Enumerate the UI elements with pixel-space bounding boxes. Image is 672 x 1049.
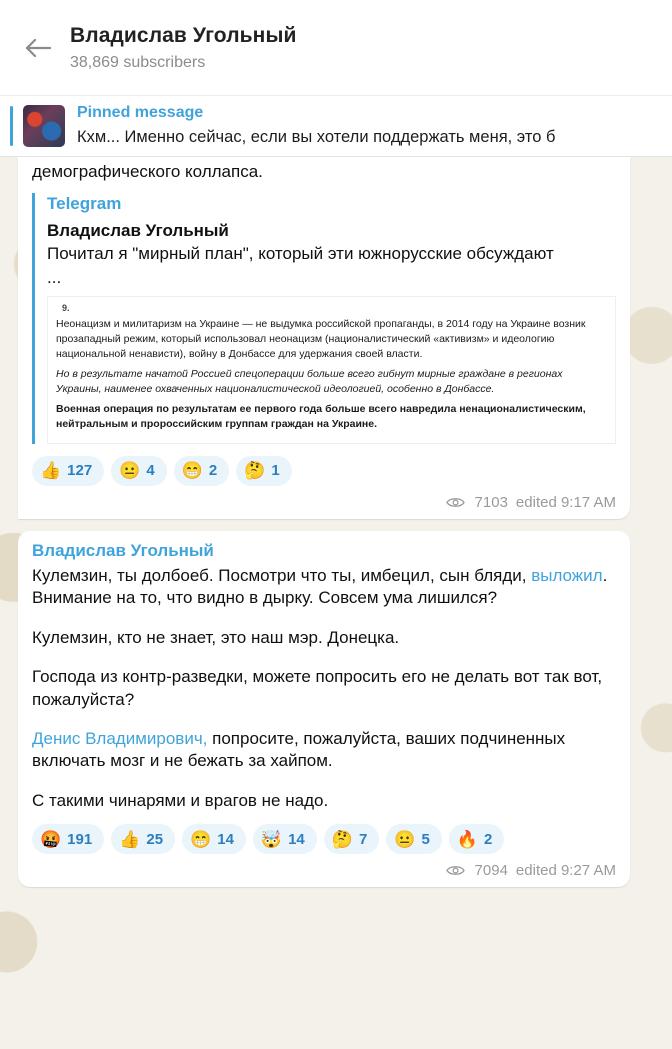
- reaction-emoji: 🤬: [40, 829, 62, 849]
- message-paragraph: [32, 565, 616, 610]
- reaction-chip[interactable]: [324, 824, 380, 854]
- pinned-thumbnail: [23, 105, 65, 147]
- embed-paragraph: Военная операция по результатам ее первого года больше всего навредила ненационалистическим, нейтральным и пророссийским группам граждан на Украине.: [56, 403, 586, 430]
- reaction-count: 127: [67, 462, 93, 480]
- eye-icon: [446, 496, 465, 509]
- pinned-preview-text: Кхм... Именно сейчас, если вы хотели поддержать меня, это б: [77, 128, 556, 147]
- reaction-chip[interactable]: [386, 824, 442, 854]
- reaction-chip[interactable]: [174, 456, 230, 486]
- paragraph-run: Кулемзин, ты долбоеб. Посмотри что ты, имбецил, сын бляди,: [32, 565, 532, 585]
- reaction-count: 191: [67, 830, 93, 848]
- reaction-count: 14: [288, 830, 305, 848]
- reaction-emoji: 😐: [119, 461, 141, 481]
- reaction-count: 1: [271, 462, 280, 480]
- embed-item-number: 9.: [62, 303, 70, 314]
- back-arrow-icon[interactable]: [16, 26, 60, 70]
- paragraph-run: С такими чинарями и врагов не надо.: [32, 790, 329, 810]
- message-bubble[interactable]: [18, 157, 630, 519]
- reaction-count: 7: [358, 830, 368, 848]
- reaction-emoji: 😁: [181, 461, 203, 481]
- reaction-chip[interactable]: [111, 824, 175, 854]
- paragraph-run: попросите, пожалуйста, ваших подчиненных включать мозг и не бежать за хайпом.: [32, 729, 566, 771]
- reaction-emoji: 🔥: [456, 829, 478, 849]
- message-bubble[interactable]: [18, 531, 630, 888]
- reaction-emoji: 😁: [190, 829, 212, 849]
- paragraph-run: . Внимание на то, что видно в дырку. Совсем ума лишился?: [32, 565, 608, 608]
- reaction-emoji: 🤔: [331, 829, 353, 849]
- reaction-emoji: 🤔: [244, 461, 266, 481]
- reaction-chip[interactable]: [236, 456, 292, 486]
- message-timestamp: edited 9:27 AM: [515, 862, 616, 880]
- header-text-group[interactable]: [70, 23, 296, 72]
- reaction-count: 25: [146, 830, 164, 848]
- pin-marker: [10, 106, 13, 146]
- eye-icon: [446, 864, 465, 877]
- reaction-bar: [32, 824, 616, 854]
- message-paragraph: [32, 627, 616, 649]
- pinned-message-bar[interactable]: [0, 95, 672, 157]
- reaction-chip[interactable]: [111, 456, 167, 486]
- embed-paragraph: Неонацизм и милитаризм на Украине — не выдумка российской пропаганды, в 2014 году на Украине возник прозападный режим, который использовал неонацизм (националистический «активизм» и идеологию национальной ненависти), войну в Донбассе для удержания своей власти.: [56, 318, 586, 361]
- reaction-chip[interactable]: [449, 824, 505, 854]
- reaction-count: 14: [217, 830, 234, 848]
- subscriber-count: 38,869 subscribers: [70, 54, 206, 71]
- reaction-chip[interactable]: [182, 824, 246, 854]
- message-meta: [32, 862, 616, 879]
- quote-ellipsis: ...: [47, 268, 62, 288]
- reaction-emoji: 👍: [40, 461, 62, 481]
- page-title: Владислав Угольный: [70, 23, 297, 47]
- message-tail-text: демографического коллапса.: [32, 162, 263, 181]
- reaction-count: 5: [421, 830, 430, 848]
- message-list: [0, 157, 672, 887]
- embed-paragraph: Но в результате начатой Россией спецоперации больше всего гибнут мирные граждане в регионах Украины, наименее охваченных националистической идеологией, особенно в Донбассе.: [56, 368, 563, 396]
- reaction-count: 2: [483, 830, 493, 848]
- inline-mention-link[interactable]: Денис Владимирович,: [32, 729, 208, 748]
- quote-source: Telegram: [47, 194, 122, 214]
- message-meta: [32, 494, 616, 511]
- view-count: 7094: [474, 862, 508, 880]
- message-timestamp: edited 9:17 AM: [515, 493, 616, 511]
- reaction-emoji: 👍: [119, 829, 141, 849]
- quoted-message[interactable]: [32, 193, 616, 443]
- quote-body: Почитал я "мирный план", который эти южнорусские обсуждают: [47, 244, 554, 264]
- reaction-count: 4: [146, 462, 155, 480]
- message-paragraph: [32, 790, 616, 812]
- message-paragraph: [32, 728, 616, 773]
- chat-scroll-area[interactable]: [0, 157, 672, 1049]
- reaction-chip[interactable]: [253, 824, 317, 854]
- inline-link[interactable]: выложил: [531, 565, 603, 585]
- pinned-label: Pinned message: [77, 104, 204, 122]
- reaction-chip[interactable]: [32, 456, 104, 486]
- reaction-emoji: 😐: [394, 829, 416, 849]
- quote-author: Владислав Угольный: [47, 220, 229, 240]
- message-author: Владислав Угольный: [32, 540, 214, 560]
- paragraph-run: Кулемзин, кто не знает, это наш мэр. Донецка.: [32, 627, 400, 647]
- embedded-document-screenshot[interactable]: [47, 296, 616, 443]
- channel-header: [0, 0, 672, 95]
- reaction-count: 2: [208, 462, 218, 480]
- message-paragraph: [32, 666, 616, 711]
- view-count: 7103: [474, 493, 508, 511]
- reaction-emoji: 🤯: [260, 829, 283, 849]
- reaction-chip[interactable]: [32, 824, 104, 854]
- paragraph-run: Господа из контр-разведки, можете попросить его не делать вот так вот, пожалуйста?: [32, 667, 603, 709]
- reaction-bar: [32, 456, 616, 486]
- pinned-text-group: [77, 103, 555, 148]
